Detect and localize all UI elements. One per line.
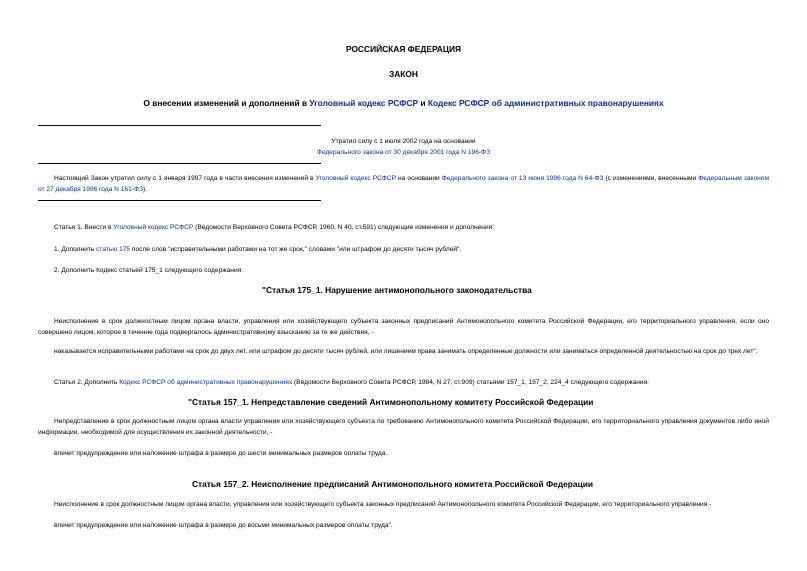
article-1-item-2: 2. Дополнить Кодекс статьей 175_1 следующего содержания: xyxy=(54,267,244,274)
link-admin-code-art2[interactable]: Кодекс РСФСР об административных правонарушениях xyxy=(119,379,293,386)
article-157-1-heading: "Статья 157_1. Непредставление сведений Антимонопольному комитету Российской Федерации xyxy=(188,397,594,407)
law-title-mid: и xyxy=(418,98,428,108)
status-line: Утратил силу с 1 июля 2002 года на основании xyxy=(331,138,476,145)
article-157-2-heading: Статья 157_2. Неисполнение предписаний Антимонопольного комитета Российской Федерации xyxy=(192,479,594,489)
article-157-1-text: Непредставление в срок должностным лицом органа власти управления или хозяйствующего субъекта по требованию Антимонопольного комитета Российской Федерации, его территориального управления документов либо иной информации, необходимой для осуществления их законной деятельности, - xyxy=(38,418,769,436)
article-175-1-text: Неисполнение в срок должностным лицом органа власти, управления или хозяйствующего субъекта законных предписаний Антимонопольного комитета Российской Федерации, его территориального управления, если оно совершено лицом, которое в течение года подвергалось административному взысканию за те же действия, - xyxy=(38,318,769,336)
article-157-2-penalty: влечет предупреждение или наложение штрафа в размере до восьми минимальных размеров оплаты труда". xyxy=(54,522,393,529)
article-2-text: Статья 2. Дополнить xyxy=(54,379,120,386)
link-federal-law-161[interactable]: Федеральным законом от 27 декабря 1996 года N 161-ФЗ xyxy=(38,175,769,193)
note-text: Настоящий Закон утратил силу с 1 января 1997 года в части внесения изменений в xyxy=(54,175,316,182)
divider xyxy=(38,200,321,201)
divider xyxy=(38,163,321,164)
note-text: ). xyxy=(142,186,147,193)
article-2-intro xyxy=(54,377,769,388)
country-heading: РОССИЙСКАЯ ФЕДЕРАЦИЯ xyxy=(345,44,462,54)
link-federal-law-64[interactable]: Федерального закона от 13 июня 1996 года N 64-ФЗ xyxy=(441,175,604,182)
link-admin-code[interactable]: Кодекс РСФСР об административных правонарушениях xyxy=(427,98,664,108)
status-link-line xyxy=(0,147,807,158)
article-1-intro xyxy=(54,222,769,233)
article-2-text: (Ведомости Верховного Совета РСФСР, 1984, N 27, ст.909) статьями 157_1, 157_2, 224_4 следующего содержания: xyxy=(292,379,649,386)
repeal-note xyxy=(38,173,769,195)
article-175-1-heading: "Статья 175_1. Нарушение антимонопольного законодательства xyxy=(262,285,532,295)
article-1-text: (Ведомости Верховного Совета РСФСР, 1960, N 40, ст.591) следующие изменения и дополнения: xyxy=(193,224,495,231)
doc-type-heading: ЗАКОН xyxy=(389,69,418,79)
article-1-item-1 xyxy=(54,244,769,255)
law-title-prefix: О внесении изменений и дополнений в xyxy=(143,98,310,108)
item-text: после слов "исправительными работами на тот же срок," словами "или штрафом до десяти тысяч рублей". xyxy=(130,246,462,253)
law-title xyxy=(0,98,807,109)
item-text: 1. Дополнить xyxy=(54,246,97,253)
link-criminal-code-art1[interactable]: Уголовный кодекс РСФСР xyxy=(113,224,194,231)
article-1-text: Статья 1. Внести в xyxy=(54,224,114,231)
note-text: (с изменениями, внесенными xyxy=(603,175,699,182)
article-157-2-text: Неисполнение в срок должностным лицом органа власти, управления или хозяйствующего субъекта законных предписаний Антимонопольного комитета Российской Федерации, его территориального управления - xyxy=(54,501,712,508)
article-157-1-penalty: влечет предупреждение или наложение штрафа в размере до шести минимальных размеров оплаты труда. xyxy=(54,450,388,457)
link-federal-law-196[interactable]: Федерального закона от 30 декабря 2001 года N 196-ФЗ xyxy=(316,149,491,156)
link-criminal-code[interactable]: Уголовный кодекс РСФСР xyxy=(309,98,419,108)
divider xyxy=(38,125,321,126)
article-175-1-penalty: наказывается исправительными работами на срок до двух лет, или штрафом до десяти тысяч рублей, или лишением права занимать определенные должности или заниматься определенной деятельностью на срок до трех лет". xyxy=(54,348,758,355)
link-criminal-code-note[interactable]: Уголовный кодекс РСФСР xyxy=(315,175,396,182)
link-article-175[interactable]: статью 175 xyxy=(96,246,131,253)
note-text: на основании xyxy=(395,175,442,182)
